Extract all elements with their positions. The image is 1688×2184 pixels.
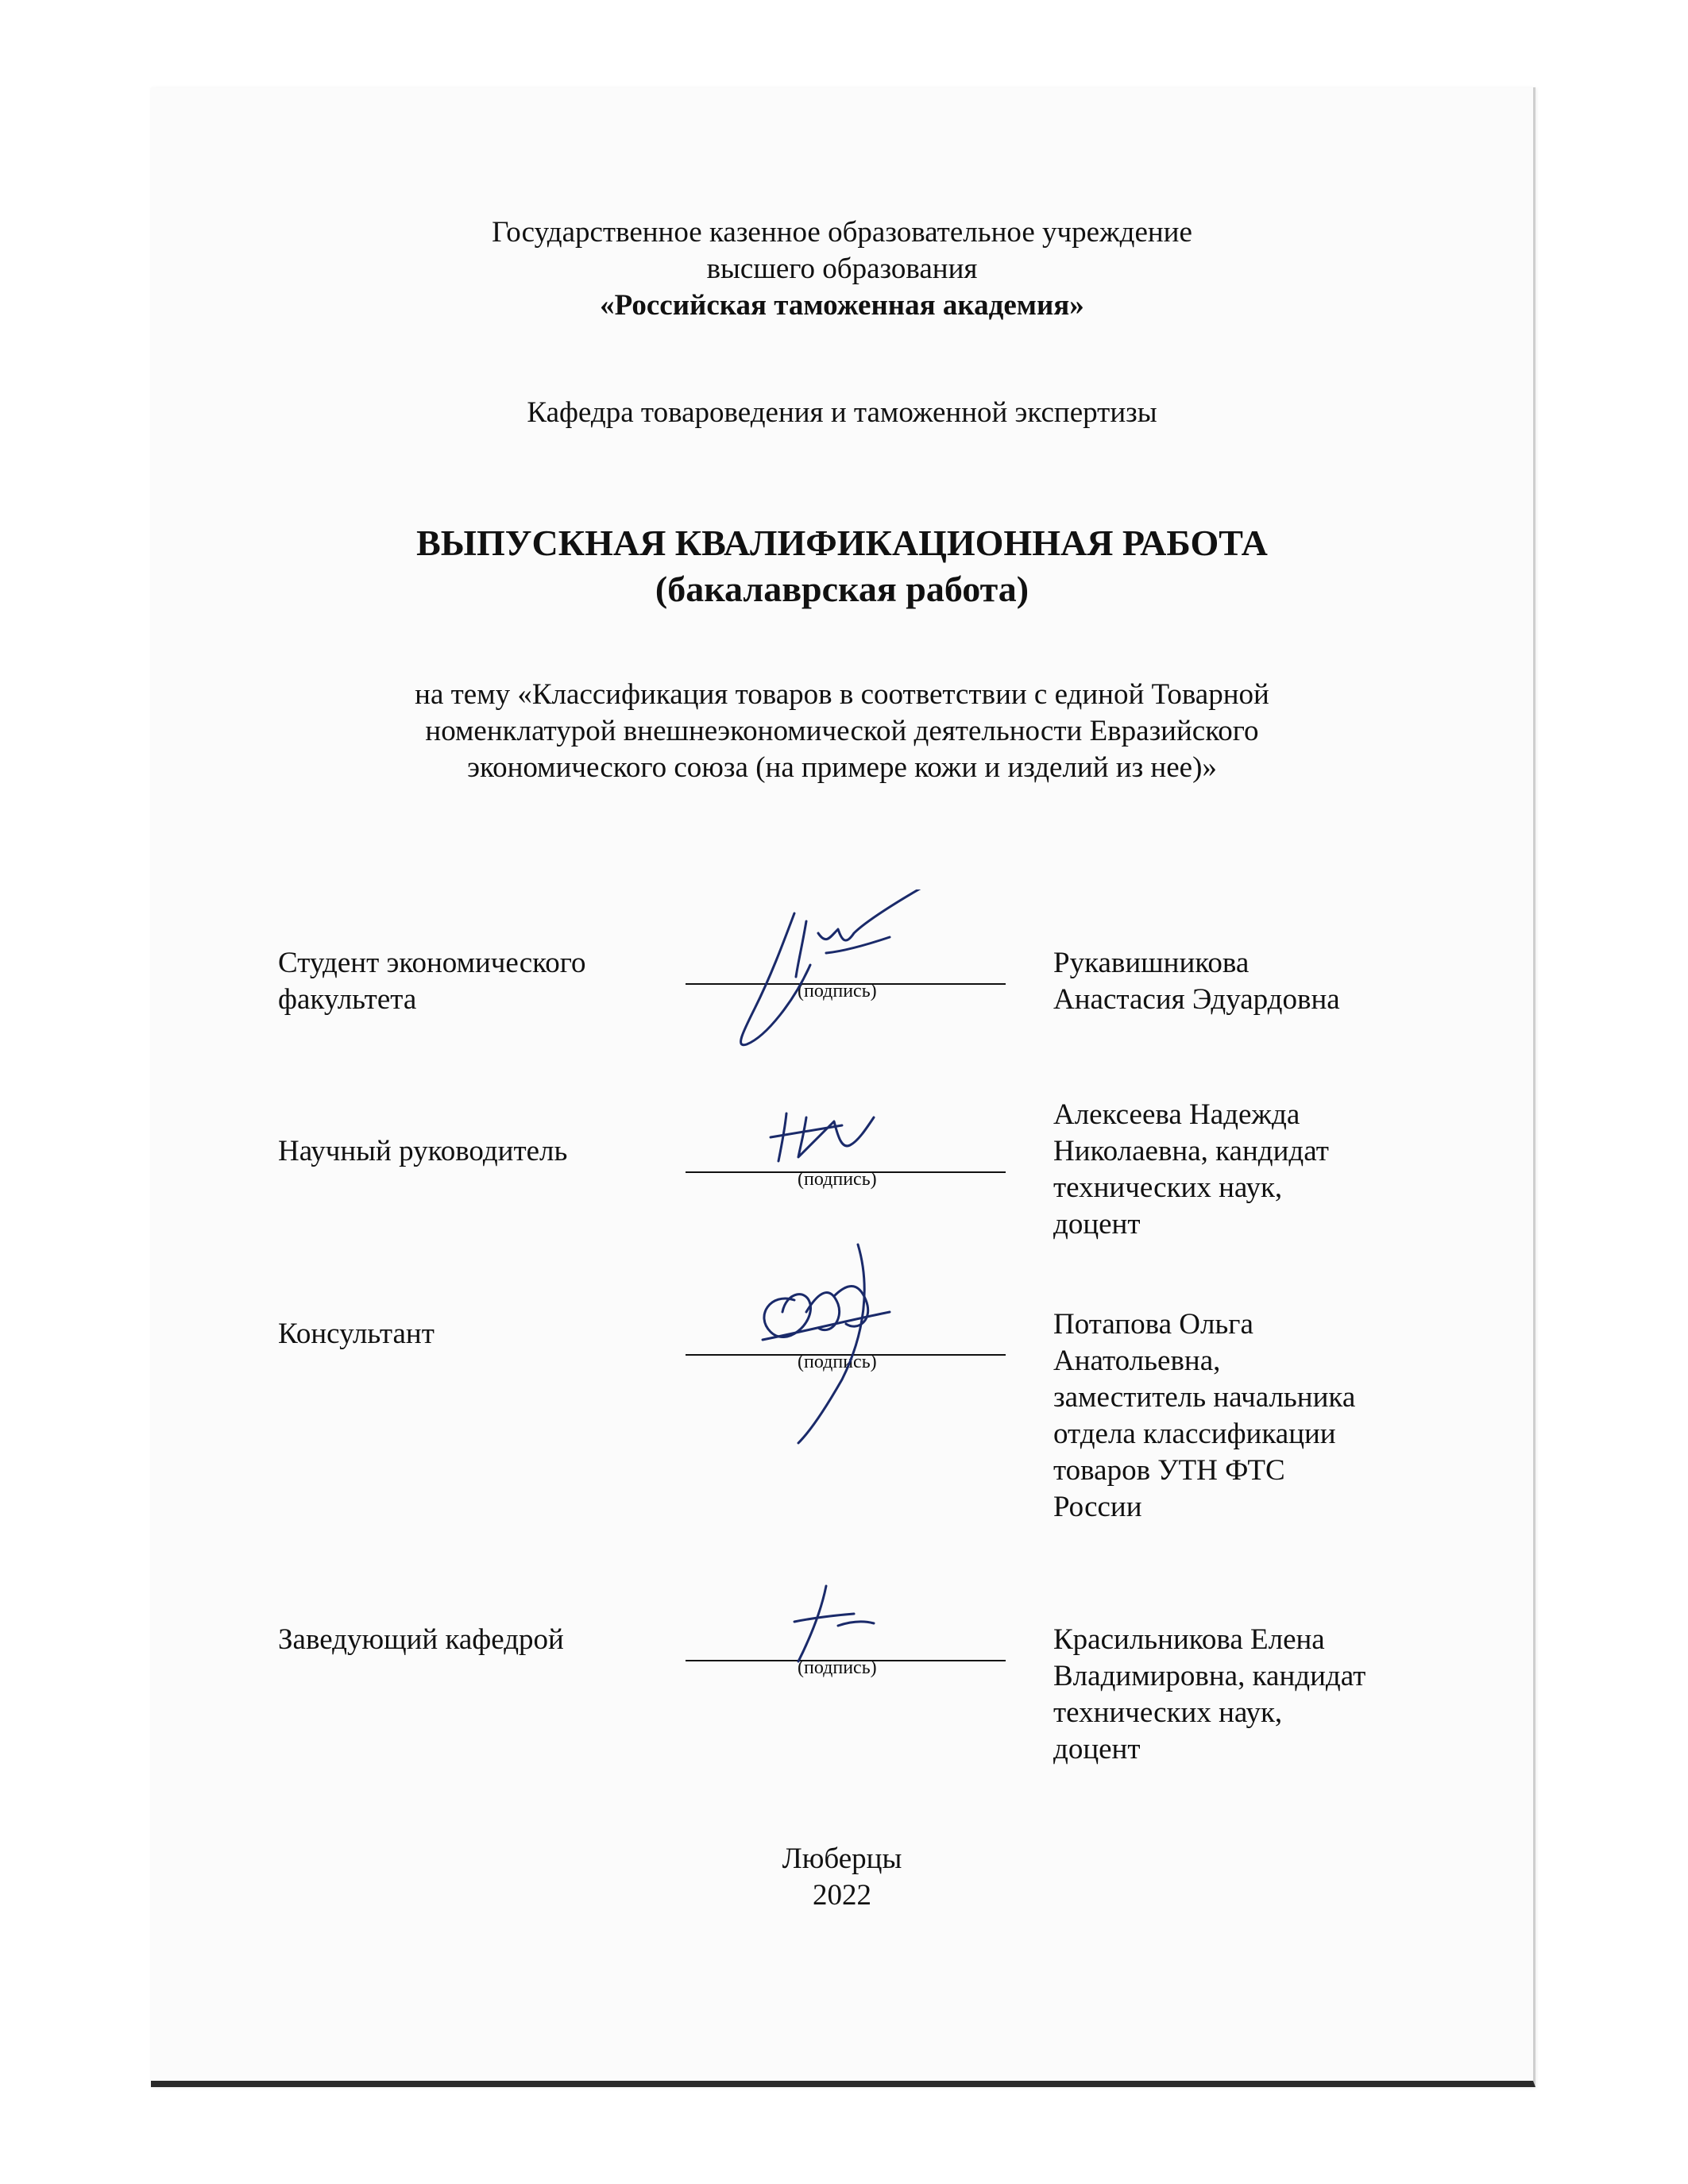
person-line: России [1053,1491,1142,1523]
topic-line-3: экономического союза (на примере кожи и изделий из нее)» [467,751,1217,784]
year: 2022 [813,1879,871,1912]
person-line: Владимировна, кандидат [1053,1660,1366,1692]
role-label [278,945,691,1018]
person-line: Анастасия Эдуардовна [1053,983,1340,1016]
signature-caption: (подпись) [798,1169,877,1190]
person-line: товаров УТН ФТС [1053,1454,1285,1487]
person-line: Николаевна, кандидат [1053,1135,1329,1167]
institution-line-2: высшего образования [706,253,978,285]
person-line: доцент [1053,1733,1141,1765]
person-line: заместитель начальника [1053,1381,1356,1414]
role-line: Студент экономического [278,947,586,979]
person-name [1053,1097,1427,1243]
person-line: Красильникова Елена [1053,1623,1325,1656]
role-line: факультета [278,983,417,1016]
city: Люберцы [782,1843,902,1875]
person-line: технических наук, [1053,1171,1283,1204]
signature-caption: (подпись) [798,1657,877,1678]
role-line: Научный руководитель [278,1135,568,1167]
person-line: доцент [1053,1208,1141,1241]
handwritten-signature-consultant [739,1237,921,1451]
document-page [151,87,1535,2087]
role-label [278,1622,691,1658]
role-label [278,1133,691,1170]
work-title: ВЫПУСКНАЯ КВАЛИФИКАЦИОННАЯ РАБОТА [416,523,1268,563]
person-name [1053,1622,1427,1768]
person-line: технических наук, [1053,1696,1283,1729]
topic-line-2: номенклатурой внешнеэкономической деятельности Евразийского [425,715,1259,747]
person-line: Рукавишникова [1053,947,1250,979]
handwritten-signature-supervisor [763,1102,882,1173]
topic-line-1: на тему «Классификация товаров в соответствии с единой Товарной [415,678,1269,711]
institution-line-1: Государственное казенное образовательное учреждение [492,216,1192,249]
signature-caption: (подпись) [798,1352,877,1372]
role-line: Консультант [278,1318,435,1350]
person-line: Потапова Ольга [1053,1308,1253,1341]
person-name [1053,1306,1427,1526]
role-label [278,1316,691,1352]
institution-name: «Российская таможенная академия» [600,289,1084,322]
person-line: отдела классификации [1053,1418,1336,1450]
person-name [1053,945,1427,1018]
signature-caption: (подпись) [798,981,877,1001]
work-subtitle: (бакалаврская работа) [655,569,1029,609]
person-line: Анатольевна, [1053,1345,1221,1377]
department-name: Кафедра товароведения и таможенной экспертизы [527,396,1157,429]
person-line: Алексеева Надежда [1053,1098,1300,1131]
role-line: Заведующий кафедрой [278,1623,564,1656]
